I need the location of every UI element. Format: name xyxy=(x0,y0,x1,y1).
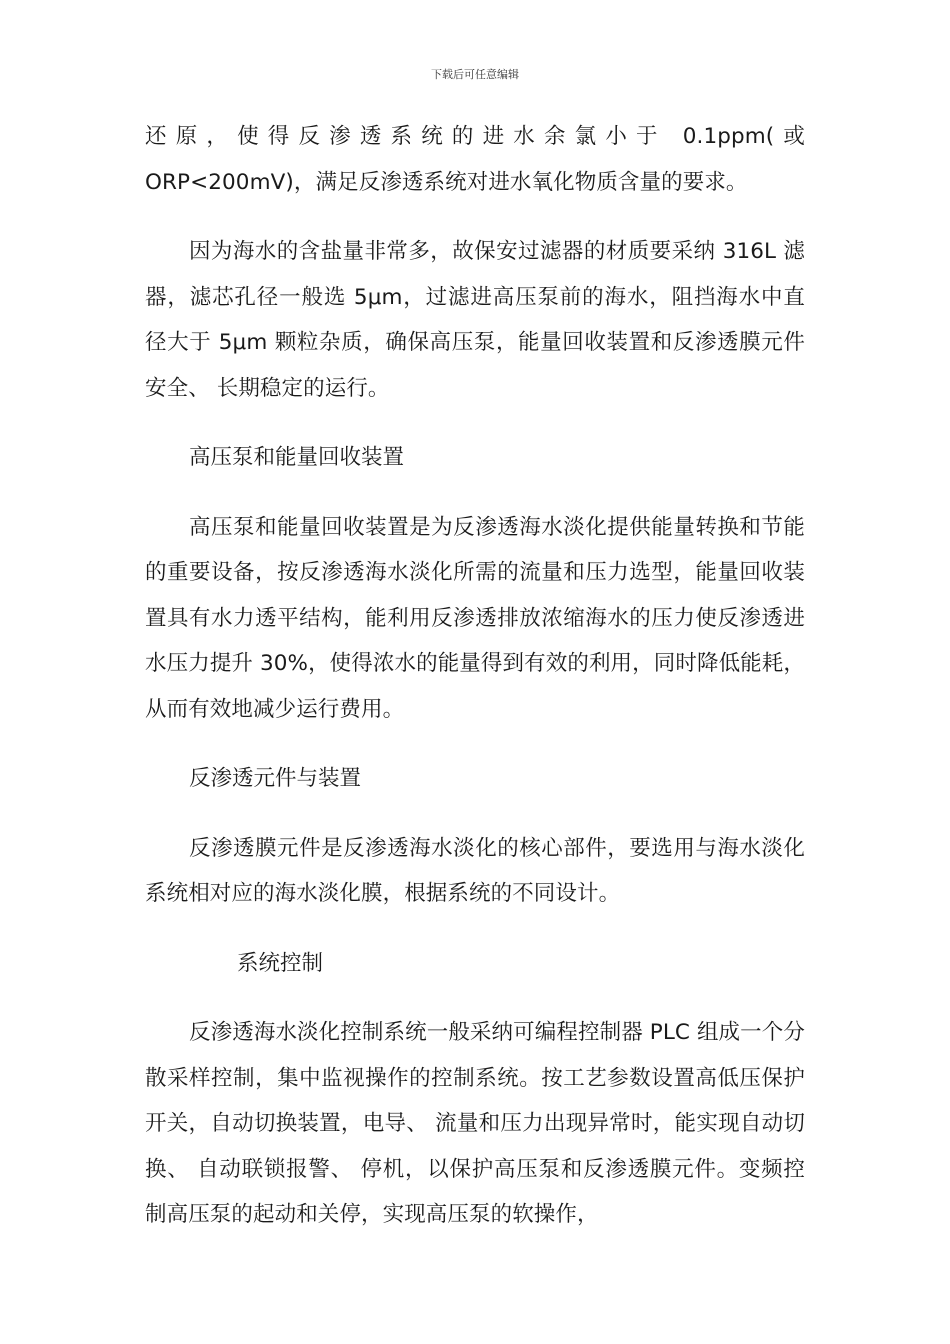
heading-system-control: 系统控制 xyxy=(237,950,324,976)
document-body xyxy=(145,114,805,1262)
paragraph-control-system: 反渗透海水淡化控制系统一般采纳可编程控制器 PLC 组成一个分散采样控制，集中监视操作的控制系统。按工艺参数设置高低压保护开关，自动切换装置，电导、 流量和压力出现异常时，能实现自动切换、 自动联锁报警、 停机，以保护高压泵和反渗透膜元件。变频控制高压泵的起动和关停，实现高压泵的软操作， xyxy=(145,1020,805,1227)
heading-high-pressure-pump: 高压泵和能量回收装置 xyxy=(189,445,405,470)
paragraph-energy-recovery: 高压泵和能量回收装置是为反渗透海水淡化提供能量转换和节能的重要设备，按反渗透海水淡化所需的流量和压力选型，能量回收装置具有水力透平结构，能利用反渗透排放浓缩海水的压力使反渗透进水压力提升 30%，使得浓水的能量得到有效的利用，同时降低能耗，从而有效地减少运行费用。 xyxy=(145,514,805,722)
page-header: 下载后可任意编辑 xyxy=(431,68,519,81)
paragraph-ro-membrane: 反渗透膜元件是反渗透海水淡化的核心部件，要选用与海水淡化系统相对应的海水淡化膜，根据系统的不同设计。 xyxy=(145,835,805,906)
paragraph-security-filter: 因为海水的含盐量非常多，故保安过滤器的材质要采纳 316L 滤器，滤芯孔径一般选 5μm，过滤进高压泵前的海水，阻挡海水中直径大于 5μm 颗粒杂质，确保高压泵，能量回收装置和反渗透膜元件安全、 长期稳定的运行。 xyxy=(145,239,805,401)
heading-ro-elements: 反渗透元件与装置 xyxy=(189,766,362,791)
paragraph-residual-chlorine: 还原，使得反渗透系统的进水余氯小于 0.1ppm(或 ORP<200mV)，满足反渗透系统对进水氧化物质含量的要求。 xyxy=(145,124,805,195)
